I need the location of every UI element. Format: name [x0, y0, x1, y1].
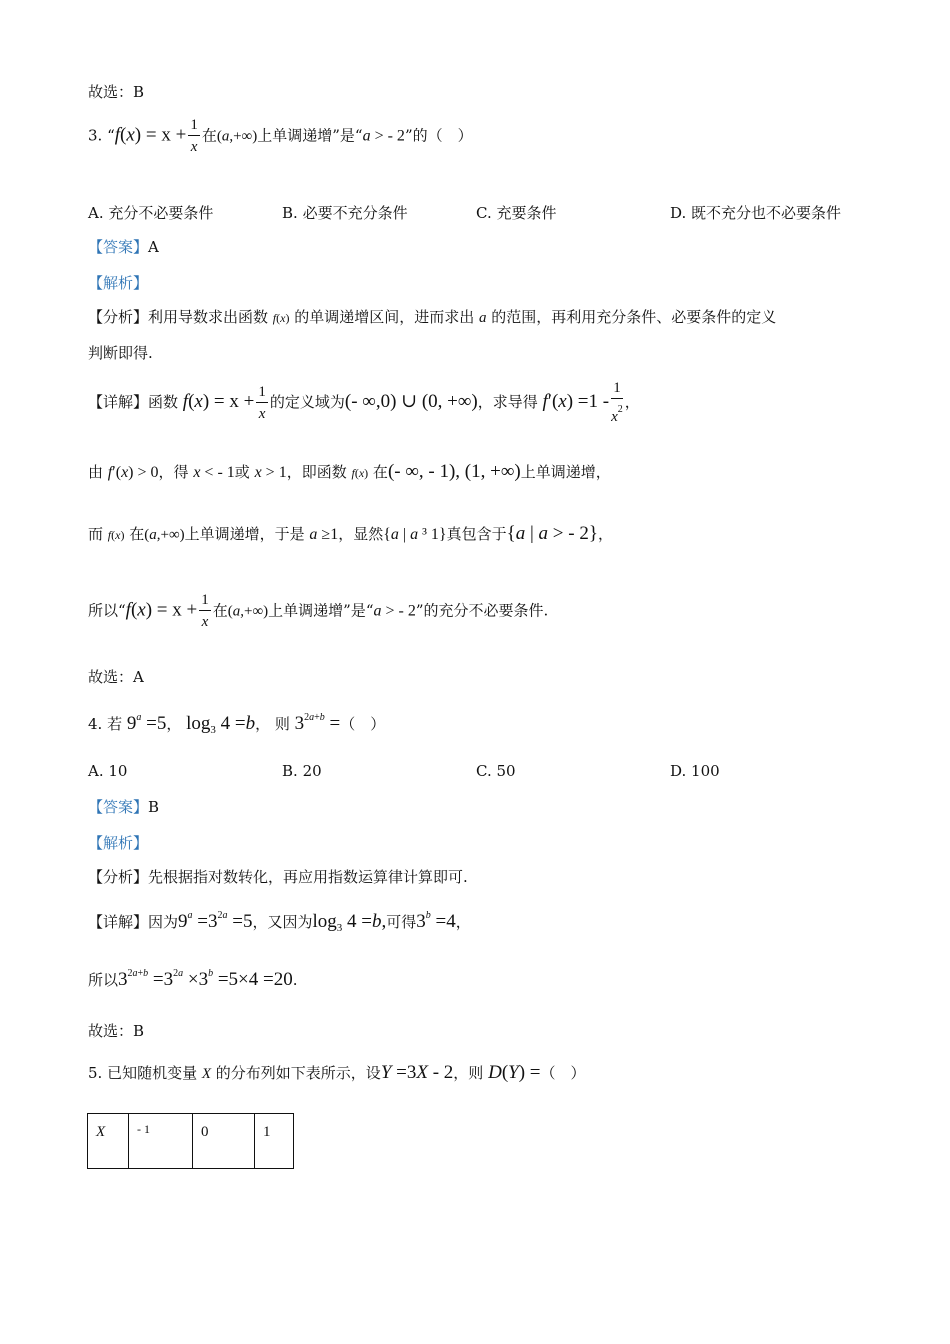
table-cell: - 1 [129, 1114, 193, 1169]
q3-option-b: B. 必要不充分条件 [282, 204, 408, 222]
q3-detail-line4: 所以“f(x) = x + $\frac{1}{x}$ 在(a,+∞)上单调递增”是“a > - 2”的充分不必要条件. [88, 592, 549, 630]
q4-fenxi: 【分析】先根据指对数转化，再应用指数运算律计算即可. [88, 868, 468, 886]
q4-answer: 【答案】B [88, 798, 160, 816]
q4-stem: 4. 若 $9^a =5$， $\log_3 4 =b$， 则 $3^{2a+b}$ =（ ） [88, 712, 386, 736]
q3-fenxi-line2: 判断即得. [88, 344, 153, 362]
answer-tag: 【答案】 [88, 238, 149, 256]
q2-conclusion: 故选：B [88, 83, 145, 101]
q3-option-c: C. 充要条件 [476, 204, 557, 222]
q3-stem: 3. “f(x) = x + $\frac{1}{x}$ 在(a,+∞)上单调递增”是“a > - 2”的（ ） [88, 117, 473, 155]
table-row [88, 1114, 294, 1169]
q4-detail-line2: 所以$3^{2a+b} =3^{2a} \times 3^b =5\times 4 =20$. [88, 968, 298, 990]
q3-detail-line2: 由 f′(x) > 0，得 x < - 1或 x > 1，即函数 f(x) 在(- ∞, - 1), (1, +∞)上单调递增， [88, 461, 611, 482]
q5-stem: 5. 已知随机变量 X 的分布列如下表所示，设Y =3X - 2，则 D(Y) =（ ） [88, 1062, 586, 1083]
q3-option-a: A. 充分不必要条件 [88, 204, 214, 222]
q4-option-b: B. 20 [282, 762, 322, 780]
q4-option-a: A. 10 [88, 762, 128, 780]
q3-detail-line3: 而 f(x) 在(a,+∞)上单调递增，于是 a ≥1，显然{a | a ³ 1}真包含于{a | a > - 2}， [88, 523, 613, 544]
q3-fenxi: 【分析】利用导数求出函数 f(x) 的单调递增区间，进而求出 a 的范围，再利用充分条件、必要条件的定义 [88, 308, 777, 326]
q3-answer: 【答案】A [88, 238, 159, 256]
q4-option-d: D. 100 [670, 762, 720, 780]
q3-conclusion: 故选：A [88, 668, 144, 686]
q4-conclusion: 故选：B [88, 1022, 145, 1040]
q4-option-c: C. 50 [476, 762, 516, 780]
q3-analysis-tag: 【解析】 [88, 274, 149, 292]
table-cell: 1 [255, 1114, 294, 1169]
table-cell: 0 [193, 1114, 255, 1169]
q3-option-d: D. 既不充分也不必要条件 [670, 204, 842, 222]
table-cell: X [88, 1114, 129, 1169]
distribution-table [87, 1113, 294, 1169]
q4-detail-line1: 【详解】因为$9^a =3^{2a} =5$，又因为$\log_3 4 =b$,可得$3^b =4$， [88, 910, 471, 934]
q4-analysis-tag: 【解析】 [88, 834, 149, 852]
q3-detail-line1: 【详解】函数 f(x) = x + $\frac{1}{x}$ 的定义域为(- ∞,0) ∪ (0, +∞)，求导得 f′(x) =1 - $\frac{1}{x^2}$ ， [88, 380, 640, 425]
